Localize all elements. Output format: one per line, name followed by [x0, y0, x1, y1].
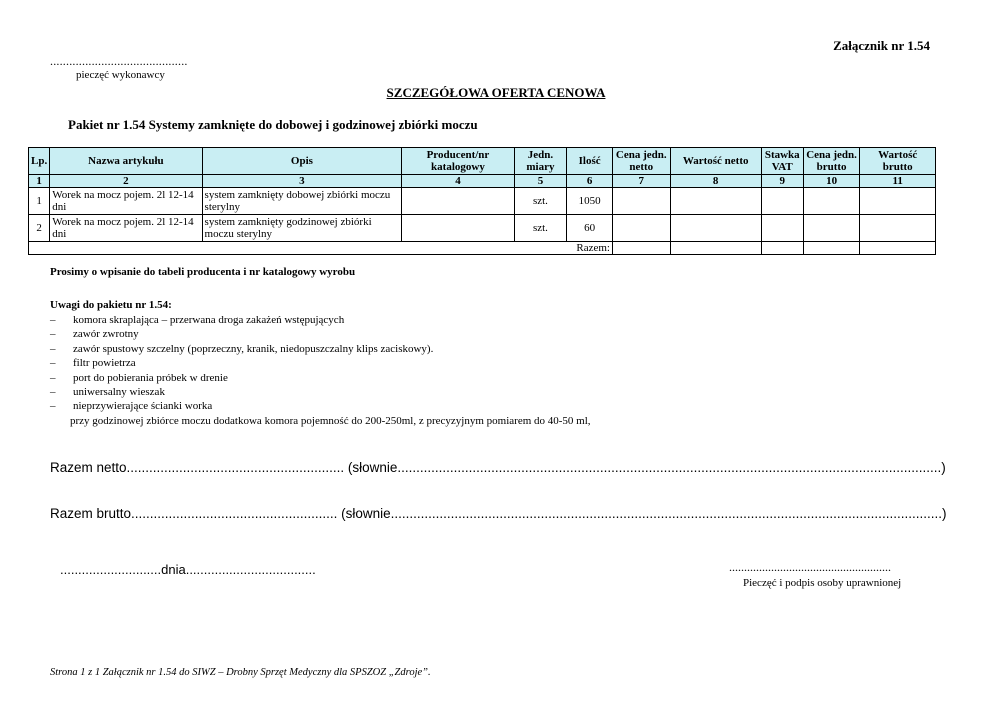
column-number-row [29, 175, 936, 188]
cell-qty: 1050 [567, 188, 613, 215]
total-net-line: Razem netto.......................................................... (słownie.................................................................................................................................................) [50, 460, 946, 475]
cell-unit: szt. [514, 215, 567, 242]
col-num: 1 [29, 175, 50, 188]
col-num: 9 [761, 175, 803, 188]
note-extra: przy godzinowej zbiórce moczu dodatkowa komora pojemność do 200-250ml, z precyzyjnym pomiarem do 40-50 ml, [70, 414, 591, 427]
header-unit: Jedn. miary [514, 148, 567, 175]
header-unit-net: Cena jedn. netto [612, 148, 670, 175]
list-item [50, 399, 591, 413]
sum-row [29, 242, 936, 255]
notes-list [50, 313, 591, 428]
col-num: 8 [670, 175, 761, 188]
cell-desc: system zamknięty dobowej zbiórki moczu sterylny [202, 188, 402, 215]
list-item [50, 356, 591, 370]
instruction-note: Prosimy o wpisanie do tabeli producenta i nr katalogowy wyrobu [50, 266, 356, 278]
list-item [50, 327, 591, 341]
cell-vat[interactable] [761, 188, 803, 215]
col-num: 7 [612, 175, 670, 188]
dash-bullet: – [50, 386, 56, 399]
cell-vat[interactable] [761, 215, 803, 242]
cell-name: Worek na mocz pojem. 2l 12-14 dni [50, 215, 202, 242]
list-item [50, 371, 591, 385]
table-header-row [29, 148, 936, 175]
dash-bullet: – [50, 342, 56, 355]
signature-label: Pieczęć i podpis osoby uprawnionej [743, 577, 902, 589]
note-text: port do pobierania próbek w drenie [73, 371, 228, 384]
sum-unit-gross[interactable] [803, 242, 860, 255]
signature-dotted-line: ...................................................... [729, 560, 891, 574]
cell-value-gross[interactable] [860, 188, 936, 215]
sum-label: Razem: [29, 242, 613, 255]
sum-value-gross[interactable] [860, 242, 936, 255]
col-num: 2 [50, 175, 202, 188]
dash-bullet: – [50, 328, 56, 341]
date-line: ............................dnia.................................... [60, 562, 316, 577]
dash-bullet: – [50, 371, 56, 384]
cell-qty: 60 [567, 215, 613, 242]
col-num: 11 [860, 175, 936, 188]
page-footer: Strona 1 z 1 Załącznik nr 1.54 do SIWZ – Drobny Sprzęt Medyczny dla SPSZOZ „Zdroje”. [50, 667, 431, 678]
dash-bullet: – [50, 357, 56, 370]
col-num: 3 [202, 175, 402, 188]
list-item [50, 385, 591, 399]
cell-value-gross[interactable] [860, 215, 936, 242]
sum-value-net[interactable] [670, 242, 761, 255]
cell-desc: system zamknięty godzinowej zbiórki moczu sterylny [202, 215, 402, 242]
header-lp: Lp. [29, 148, 50, 175]
header-desc: Opis [202, 148, 402, 175]
header-name: Nazwa artykułu [50, 148, 202, 175]
dash-bullet: – [50, 400, 56, 413]
package-title: Pakiet nr 1.54 Systemy zamknięte do dobowej i godzinowej zbiórki moczu [68, 117, 478, 132]
header-unit-gross: Cena jedn. brutto [803, 148, 860, 175]
table-row [29, 188, 936, 215]
note-text: uniwersalny wieszak [73, 386, 165, 399]
document-title: SZCZEGÓŁOWA OFERTA CENOWA [386, 85, 606, 100]
price-offer-table [28, 147, 936, 255]
cell-value-net[interactable] [670, 188, 761, 215]
cell-unit-gross[interactable] [803, 188, 860, 215]
stamp-label: pieczęć wykonawcy [76, 69, 165, 81]
total-gross-line: Razem brutto....................................................... (słownie...................................................................................................................................................) [50, 506, 947, 521]
list-item [50, 342, 591, 356]
cell-unit-net[interactable] [612, 215, 670, 242]
note-text: zawór zwrotny [73, 328, 139, 341]
attachment-label: Załącznik nr 1.54 [833, 38, 930, 53]
sum-unit-net[interactable] [612, 242, 670, 255]
table-row [29, 215, 936, 242]
header-value-net: Wartość netto [670, 148, 761, 175]
col-num: 5 [514, 175, 567, 188]
note-text: filtr powietrza [73, 357, 136, 370]
header-qty: Ilość [567, 148, 613, 175]
note-text: komora skraplająca – przerwana droga zakażeń wstępujących [73, 314, 345, 326]
dash-bullet: – [50, 314, 56, 326]
cell-lp: 1 [29, 188, 50, 215]
cell-producer[interactable] [402, 215, 514, 242]
cell-unit: szt. [514, 188, 567, 215]
cell-name: Worek na mocz pojem. 2l 12-14 dni [50, 188, 202, 215]
cell-value-net[interactable] [670, 215, 761, 242]
col-num: 4 [402, 175, 514, 188]
header-vat: Stawka VAT [761, 148, 803, 175]
header-producer: Producent/nr katalogowy [402, 148, 514, 175]
sum-vat[interactable] [761, 242, 803, 255]
list-item [50, 313, 591, 327]
cell-unit-net[interactable] [612, 188, 670, 215]
cell-unit-gross[interactable] [803, 215, 860, 242]
col-num: 6 [567, 175, 613, 188]
note-text: zawór spustowy szczelny (poprzeczny, kranik, niedopuszczalny klips zaciskowy). [73, 342, 434, 355]
cell-lp: 2 [29, 215, 50, 242]
cell-producer[interactable] [402, 188, 514, 215]
header-value-gross: Wartość brutto [860, 148, 936, 175]
notes-title: Uwagi do pakietu nr 1.54: [50, 299, 172, 311]
note-text: nieprzywierające ścianki worka [73, 400, 213, 413]
col-num: 10 [803, 175, 860, 188]
stamp-dotted-line: ........................................... [50, 54, 188, 68]
